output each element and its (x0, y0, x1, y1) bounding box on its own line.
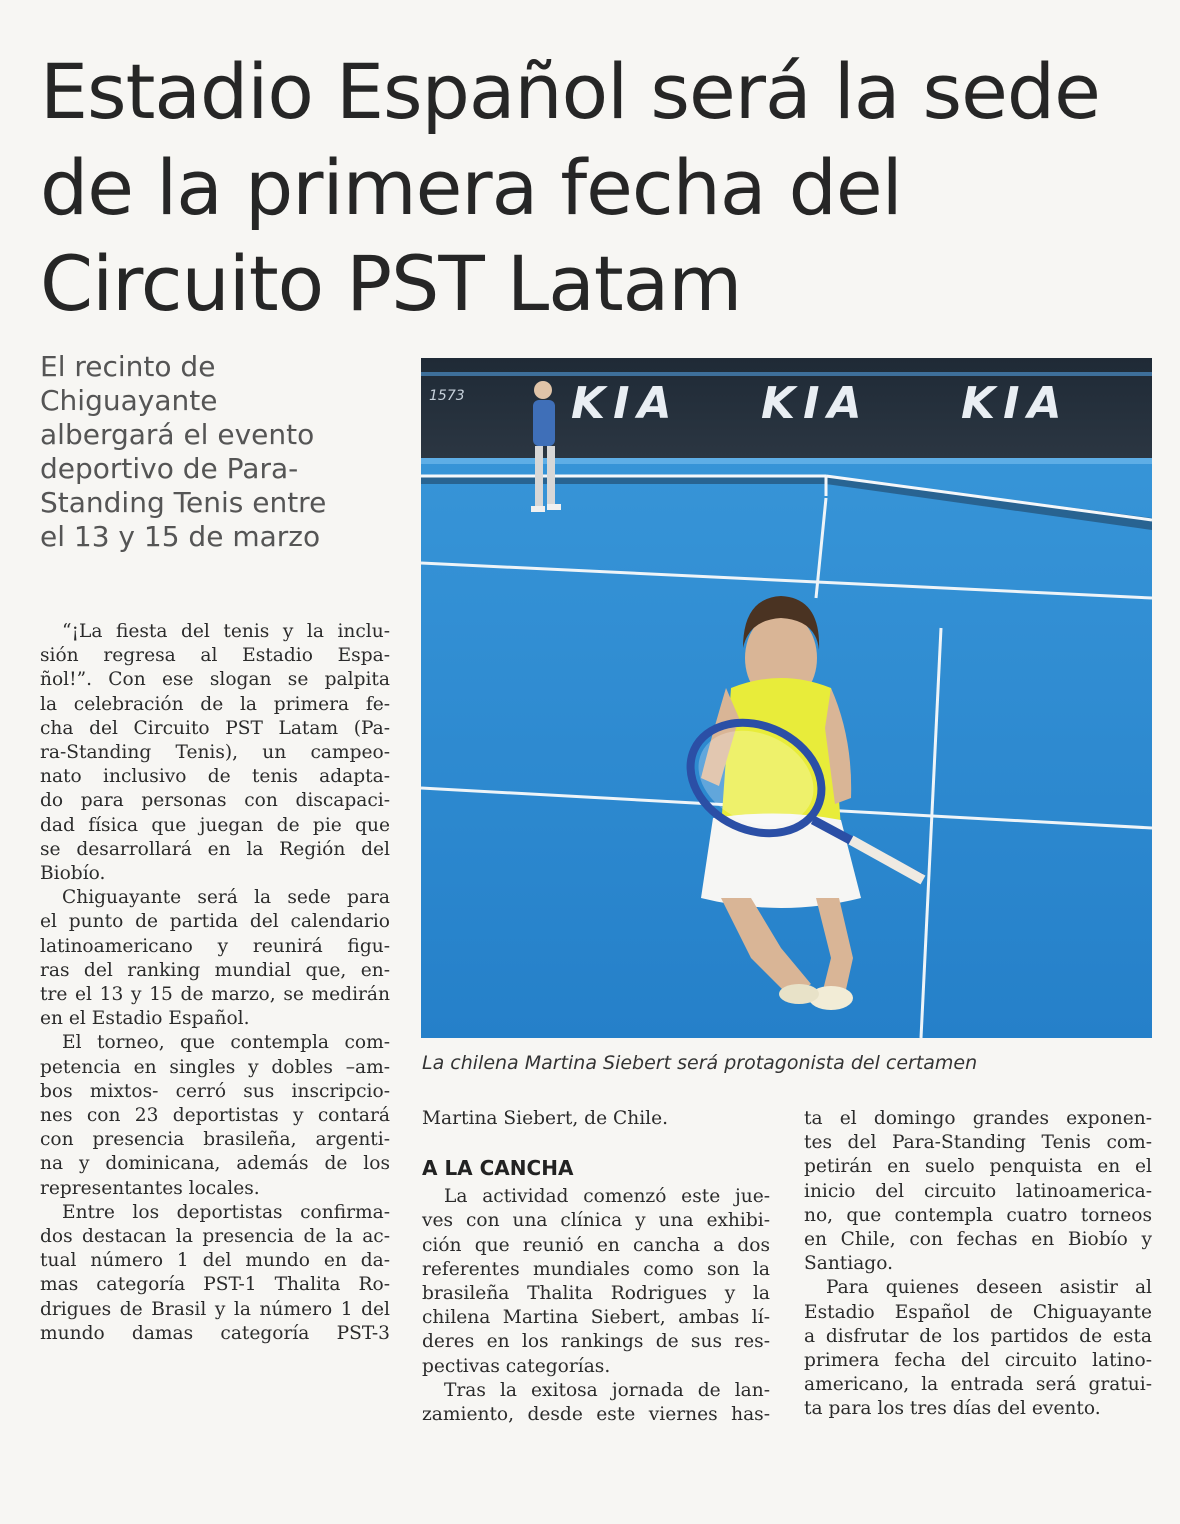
body-line: petencia en singles y dobles –am- (40, 1056, 390, 1078)
headline-line: Estadio Español será la sede (40, 47, 1100, 136)
body-line: nato inclusivo de tenis adapta- (40, 766, 390, 788)
body-line: ñol!”. Con ese slogan se palpita (40, 669, 390, 691)
body-line: con presencia brasileña, argenti- (40, 1129, 390, 1151)
body-line: ras del ranking mundial que, en- (40, 959, 390, 981)
body-line: sión regresa al Estadio Espa- (40, 645, 390, 667)
body-line: pectivas categorías. (422, 1355, 611, 1377)
body-line: Estadio Español de Chiguayante (804, 1301, 1152, 1323)
kia-logos (571, 378, 1070, 429)
deck-subtitle (40, 350, 390, 554)
body-line: do para personas con discapaci- (40, 790, 390, 812)
body-line: mas categoría PST-1 Thalita Ro- (40, 1274, 390, 1296)
body-line: Santiago. (804, 1253, 893, 1275)
body-line: representantes locales. (40, 1177, 260, 1199)
body-line: deres en los rankings de sus res- (422, 1331, 770, 1353)
body-line: Entre los deportistas confirma- (62, 1201, 390, 1223)
body-column-1 (40, 620, 390, 1346)
body-line: nes con 23 deportistas y contará (40, 1105, 390, 1127)
body-line: zamiento, desde este viernes has- (422, 1404, 770, 1426)
body-line: Para quienes deseen asistir al (826, 1277, 1152, 1299)
deck-line: albergará el evento (40, 418, 315, 451)
body-line: mundo damas categoría PST-3 (40, 1322, 390, 1344)
body-line: ta el domingo grandes exponen- (804, 1108, 1152, 1129)
body-line: a disfrutar de los partidos de esta (804, 1325, 1152, 1347)
deck-line: deportivo de Para- (40, 452, 299, 485)
kia-logo: KIA (961, 378, 1070, 429)
article-photo (421, 358, 1152, 1038)
body-line: ra-Standing Tenis), un campeo- (40, 742, 390, 764)
body-line: “¡La fiesta del tenis y la inclu- (62, 621, 390, 642)
photo-caption: La chilena Martina Siebert será protagonista del certamen (422, 1052, 978, 1074)
body-line: El torneo, que contempla com- (62, 1032, 390, 1054)
deck-line: El recinto de (40, 350, 216, 383)
body-line: cha del Circuito PST Latam (Pa- (40, 717, 390, 739)
body-line: tes del Para-Standing Tenis com- (804, 1132, 1152, 1154)
body-line: petirán en suelo penquista en el (804, 1156, 1152, 1178)
body-line: ta para los tres días del evento. (804, 1398, 1101, 1420)
deck-line: el 13 y 15 de marzo (40, 520, 321, 553)
body-line: Biobío. (40, 863, 106, 885)
kia-logo: KIA (571, 378, 680, 429)
body-line: dos destacan la presencia de la ac- (40, 1226, 390, 1248)
stamp-text: 1573 (429, 388, 465, 404)
kia-logo: KIA (761, 378, 870, 429)
body-column-3 (804, 1107, 1152, 1422)
body-line: chilena Martina Siebert, ambas lí- (422, 1307, 770, 1329)
body-line: la celebración de la primera fe- (40, 693, 390, 715)
body-line: Chiguayante será la sede para (62, 887, 390, 909)
body-line: Tras la exitosa jornada de lan- (444, 1379, 770, 1401)
body-line: no, que contempla cuatro torneos (804, 1204, 1152, 1226)
body-line: inicio del circuito latinoamerica- (804, 1180, 1152, 1202)
body-line: tre el 13 y 15 de marzo, se medirán (40, 984, 390, 1006)
body-line: americano, la entrada será gratui- (804, 1374, 1152, 1396)
body-line: brasileña Thalita Rodrigues y la (422, 1283, 770, 1305)
headline-line: de la primera fecha del (40, 143, 902, 232)
body-line: drigues de Brasil y la número 1 del (40, 1298, 390, 1320)
body-line: tual número 1 del mundo en da- (40, 1250, 390, 1272)
body-line: el punto de partida del calendario (40, 911, 390, 933)
section-subhead: A LA CANCHA (422, 1156, 574, 1181)
body-column-2 (422, 1107, 770, 1427)
body-line: dad física que juegan de pie que (40, 814, 390, 836)
body-line: Martina Siebert, de Chile. (422, 1108, 669, 1129)
body-line: na y dominicana, además de los (40, 1153, 390, 1175)
body-line: La actividad comenzó este jue- (444, 1186, 770, 1208)
deck-line: Chiguayante (40, 384, 218, 417)
body-line: en el Estadio Español. (40, 1008, 250, 1030)
tennis-court-photo (421, 358, 1152, 1038)
body-line: ves con una clínica y una exhibi- (422, 1210, 770, 1232)
body-line: ción que reunió en cancha a dos (422, 1234, 770, 1256)
deck-line: Standing Tenis entre (40, 486, 327, 519)
body-line: se desarrollará en la Región del (40, 838, 390, 860)
body-line: primera fecha del circuito latino- (804, 1350, 1152, 1372)
headline-line: Circuito PST Latam (40, 239, 742, 328)
body-line: en Chile, con fechas en Biobío y (804, 1229, 1152, 1251)
body-line: bos mixtos- cerró sus inscripcio- (40, 1080, 390, 1102)
body-line: referentes mundiales como son la (422, 1258, 770, 1280)
headline (40, 44, 1150, 332)
body-line: latinoamericano y reunirá figu- (40, 935, 390, 957)
